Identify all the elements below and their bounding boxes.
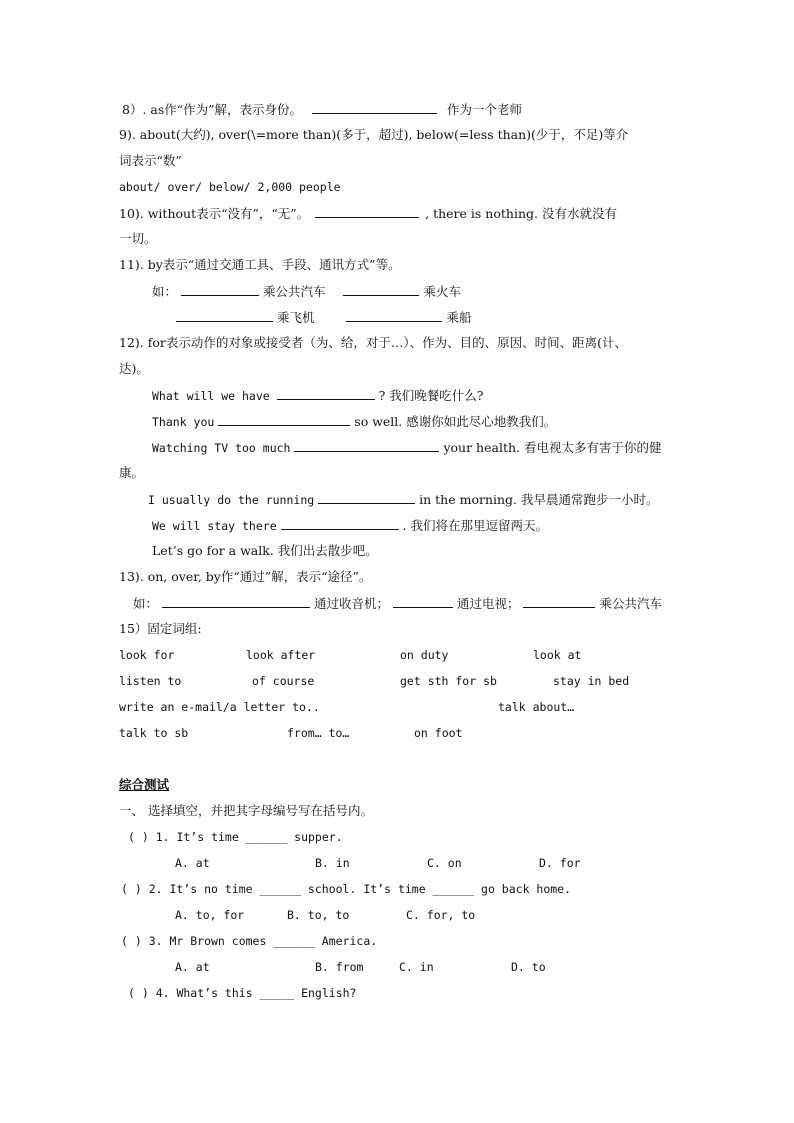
- answer-blank[interactable]: [176, 308, 273, 322]
- sentence-text: What will we have: [152, 389, 277, 403]
- example-prefix: 如：: [133, 596, 159, 611]
- phrase-item: write an e-mail/a letter to..: [119, 700, 320, 714]
- option-d[interactable]: D. for: [539, 856, 581, 870]
- option-a[interactable]: A. at: [175, 856, 210, 870]
- sentence-3-line-2: 康。: [119, 465, 145, 480]
- answer-blank[interactable]: [318, 490, 415, 504]
- answer-blank[interactable]: [312, 100, 437, 114]
- example-ship: 乘船: [446, 310, 472, 325]
- question-3: ( ) 3. Mr Brown comes ______ America.: [121, 934, 378, 948]
- rule-8-line: [122, 100, 522, 119]
- rule-11-line: 11). by表示“通过交通工具、手段、通讯方式”等。: [119, 257, 401, 272]
- rule-8-text: 8）. as作“作为”解，表示身份。: [122, 102, 303, 117]
- phrase-item: look at: [533, 648, 582, 662]
- answer-blank[interactable]: [343, 282, 419, 296]
- example-train: 乘火车: [423, 284, 461, 299]
- answer-blank[interactable]: [218, 412, 350, 426]
- sentence-text: Watching TV too much: [152, 441, 291, 455]
- rule-10-text: 10). without表示“没有”，“无”。: [119, 206, 310, 221]
- option-c[interactable]: C. for, to: [406, 908, 476, 922]
- answer-blank[interactable]: [281, 516, 399, 530]
- rule-11-example-row-2: [176, 308, 471, 327]
- sentence-translation: your health. 看电视太多有害于你的健: [443, 440, 662, 455]
- phrase-item: from… to…: [287, 726, 350, 740]
- rule-9-line: 9). about(大约), over(\=more than)(多于，超过), below(=less than)(少于，不足)等介: [119, 127, 629, 142]
- rule-12-line-2: 达)。: [119, 361, 149, 376]
- question-2: ( ) 2. It’s no time ______ school. It’s time ______ go back home.: [121, 882, 572, 896]
- phrase-item: on duty: [400, 648, 449, 662]
- phrase-item: listen to: [119, 674, 182, 688]
- answer-blank[interactable]: [393, 594, 453, 608]
- phrase-item: talk to sb: [119, 726, 189, 740]
- example-tv: 通过电视；: [456, 596, 520, 611]
- answer-blank[interactable]: [315, 204, 419, 218]
- sentence-translation: in the morning. 我早晨通常跑步一小时。: [419, 492, 659, 507]
- example-bus: 乘公共汽车: [262, 284, 326, 299]
- rule-9-example: about/ over/ below/ 2,000 people: [119, 180, 341, 194]
- answer-blank[interactable]: [523, 594, 595, 608]
- sentence-4: [148, 490, 659, 509]
- rule-13-line: 13). on, over, by作“通过”解，表示“途径”。: [119, 569, 372, 584]
- answer-blank[interactable]: [294, 438, 439, 452]
- rule-13-example-row: [133, 594, 662, 613]
- phrase-item: talk about…: [498, 700, 575, 714]
- example-plane: 乘飞机: [276, 310, 315, 325]
- rule-9-line-2: 词表示“数”: [119, 153, 182, 168]
- phrase-item: look after: [246, 648, 316, 662]
- question-1: ( ) 1. It’s time ______ supper.: [128, 830, 343, 844]
- question-4: ( ) 4. What’s this _____ English?: [128, 986, 357, 1000]
- rule-11-example-row-1: [152, 282, 461, 301]
- phrase-item: of course: [252, 674, 315, 688]
- sentence-text: I usually do the running: [148, 493, 315, 507]
- sentence-text: We will stay there: [152, 519, 277, 533]
- example-prefix: 如：: [152, 284, 178, 299]
- option-b[interactable]: B. in: [315, 856, 350, 870]
- option-b[interactable]: B. from: [315, 960, 364, 974]
- option-a[interactable]: A. to, for: [175, 908, 245, 922]
- rule-10-line: [119, 204, 617, 223]
- rule-10-line-2: 一切。: [119, 231, 157, 246]
- test-section-instruction: 一、 选择填空，并把其字母编号写在括号内。: [119, 803, 373, 818]
- answer-blank[interactable]: [181, 282, 259, 296]
- rule-12-line: 12). for表示动作的对象或接受者（为、给，对于…）、作为、目的、原因、时间、距离(计、: [119, 335, 627, 350]
- answer-blank[interactable]: [277, 386, 375, 400]
- answer-blank[interactable]: [346, 308, 442, 322]
- rule-10-example: , there is nothing. 没有水就没有: [425, 206, 617, 221]
- option-a[interactable]: A. at: [175, 960, 210, 974]
- option-c[interactable]: C. on: [427, 856, 462, 870]
- sentence-1: [152, 386, 484, 405]
- rule-8-translation: 作为一个老师: [447, 102, 523, 117]
- option-d[interactable]: D. to: [511, 960, 546, 974]
- sentence-translation: . 我们将在那里逗留两天。: [402, 518, 549, 533]
- phrase-item: on foot: [414, 726, 463, 740]
- phrase-item: stay in bed: [553, 674, 630, 688]
- sentence-text: Thank you: [152, 415, 215, 429]
- sentence-5: [152, 516, 548, 535]
- sentence-6: Let’s go for a walk. 我们出去散步吧。: [152, 543, 378, 558]
- sentence-translation: so well. 感谢你如此尽心地教我们。: [354, 414, 557, 429]
- example-bus: 乘公共汽车: [599, 596, 662, 611]
- test-heading: 综合测试: [119, 777, 170, 792]
- option-c[interactable]: C. in: [399, 960, 434, 974]
- sentence-3: [152, 438, 661, 457]
- rule-15-heading: 15）固定词组:: [119, 621, 202, 636]
- sentence-translation: ? 我们晚餐吃什么?: [378, 388, 484, 403]
- phrase-item: get sth for sb: [400, 674, 497, 688]
- answer-blank[interactable]: [162, 594, 310, 608]
- example-radio: 通过收音机；: [313, 596, 389, 611]
- sentence-2: [152, 412, 556, 431]
- option-b[interactable]: B. to, to: [287, 908, 350, 922]
- phrase-item: look for: [119, 648, 175, 662]
